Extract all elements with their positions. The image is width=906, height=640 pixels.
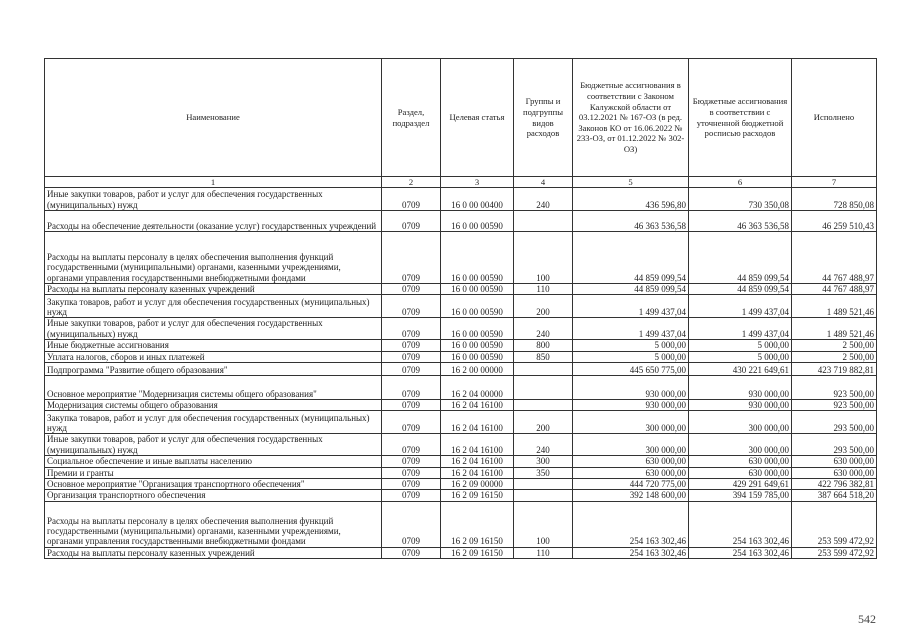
column-number: 3 — [441, 177, 514, 188]
row-article-cell: 16 2 09 16150 — [441, 501, 514, 547]
row-group-cell — [514, 490, 573, 501]
row-name-cell: Иные бюджетные ассигнования — [45, 340, 382, 351]
table-row — [45, 411, 877, 434]
row-section-cell: 0709 — [382, 400, 441, 411]
row-executed-amount-cell: 630 000,00 — [792, 467, 877, 478]
row-article-cell: 16 0 00 00400 — [441, 188, 514, 211]
row-group-cell: 240 — [514, 188, 573, 211]
row-group-cell — [514, 376, 573, 400]
row-law-amount-cell: 930 000,00 — [573, 400, 689, 411]
row-law-amount-cell: 44 859 099,54 — [573, 284, 689, 295]
table-row — [45, 232, 877, 284]
row-article-cell: 16 0 00 00590 — [441, 284, 514, 295]
row-revised-amount-cell: 254 163 302,46 — [689, 547, 792, 558]
row-article-cell: 16 2 09 16150 — [441, 547, 514, 558]
row-law-amount-cell: 630 000,00 — [573, 467, 689, 478]
table-row — [45, 434, 877, 456]
row-group-cell: 100 — [514, 232, 573, 284]
row-revised-amount-cell: 5 000,00 — [689, 351, 792, 362]
table-row — [45, 318, 877, 340]
row-name-cell: Иные закупки товаров, работ и услуг для обеспечения государственных (муниципальных) нужд — [45, 188, 382, 211]
header-groups: Группы и подгруппы видов расходов — [514, 59, 573, 177]
row-section-cell: 0709 — [382, 318, 441, 340]
row-executed-amount-cell: 1 489 521,46 — [792, 295, 877, 318]
row-group-cell — [514, 400, 573, 411]
row-revised-amount-cell: 630 000,00 — [689, 467, 792, 478]
row-section-cell: 0709 — [382, 211, 441, 232]
row-revised-amount-cell: 300 000,00 — [689, 434, 792, 456]
row-article-cell: 16 2 09 16150 — [441, 490, 514, 501]
row-name-cell: Расходы на выплаты персоналу в целях обеспечения выполнения функций государственными (муниципальными) органами, казенными учреждениями, органами управления государственными внебюджетными фондами — [45, 501, 382, 547]
row-law-amount-cell: 254 163 302,46 — [573, 547, 689, 558]
row-law-amount-cell: 930 000,00 — [573, 376, 689, 400]
table-row — [45, 363, 877, 376]
row-executed-amount-cell: 44 767 488,97 — [792, 284, 877, 295]
row-executed-amount-cell: 44 767 488,97 — [792, 232, 877, 284]
row-name-cell: Расходы на обеспечение деятельности (оказание услуг) государственных учреждений — [45, 211, 382, 232]
row-executed-amount-cell: 46 259 510,43 — [792, 211, 877, 232]
row-article-cell: 16 2 04 16100 — [441, 400, 514, 411]
row-article-cell: 16 2 09 00000 — [441, 479, 514, 490]
row-group-cell: 850 — [514, 351, 573, 362]
table-row — [45, 400, 877, 411]
row-name-cell: Уплата налогов, сборов и иных платежей — [45, 351, 382, 362]
row-revised-amount-cell: 5 000,00 — [689, 340, 792, 351]
table-row — [45, 501, 877, 547]
row-revised-amount-cell: 46 363 536,58 — [689, 211, 792, 232]
row-executed-amount-cell: 630 000,00 — [792, 456, 877, 467]
row-law-amount-cell: 5 000,00 — [573, 351, 689, 362]
row-revised-amount-cell: 730 350,08 — [689, 188, 792, 211]
row-group-cell: 110 — [514, 284, 573, 295]
row-name-cell: Иные закупки товаров, работ и услуг для обеспечения государственных (муниципальных) нужд — [45, 434, 382, 456]
table-row — [45, 376, 877, 400]
row-section-cell: 0709 — [382, 467, 441, 478]
row-law-amount-cell: 630 000,00 — [573, 456, 689, 467]
row-section-cell: 0709 — [382, 188, 441, 211]
row-revised-amount-cell: 429 291 649,61 — [689, 479, 792, 490]
row-section-cell: 0709 — [382, 434, 441, 456]
table-row — [45, 188, 877, 211]
row-law-amount-cell: 300 000,00 — [573, 434, 689, 456]
row-law-amount-cell: 46 363 536,58 — [573, 211, 689, 232]
row-name-cell: Закупка товаров, работ и услуг для обеспечения государственных (муниципальных) нужд — [45, 411, 382, 434]
row-executed-amount-cell: 422 796 382,81 — [792, 479, 877, 490]
row-section-cell: 0709 — [382, 363, 441, 376]
row-article-cell: 16 0 00 00590 — [441, 232, 514, 284]
header-budget-revised: Бюджетные ассигнования в соответствии с уточненной бюджетной росписью расходов — [689, 59, 792, 177]
row-name-cell: Социальное обеспечение и иные выплаты населению — [45, 456, 382, 467]
row-executed-amount-cell: 293 500,00 — [792, 434, 877, 456]
row-group-cell: 200 — [514, 295, 573, 318]
table-row — [45, 351, 877, 362]
table-row — [45, 547, 877, 558]
row-name-cell: Иные закупки товаров, работ и услуг для обеспечения государственных (муниципальных) нужд — [45, 318, 382, 340]
table-row — [45, 295, 877, 318]
budget-table — [44, 58, 877, 559]
row-article-cell: 16 2 04 16100 — [441, 467, 514, 478]
row-group-cell: 110 — [514, 547, 573, 558]
row-name-cell: Расходы на выплаты персоналу в целях обеспечения выполнения функций государственными (муниципальными) органами, казенными учреждениями, органами управления государственными внебюджетными фондами — [45, 232, 382, 284]
page-number: 542 — [858, 612, 876, 626]
row-executed-amount-cell: 423 719 882,81 — [792, 363, 877, 376]
row-section-cell: 0709 — [382, 547, 441, 558]
header-section: Раздел, подраздел — [382, 59, 441, 177]
row-law-amount-cell: 300 000,00 — [573, 411, 689, 434]
row-article-cell: 16 2 04 00000 — [441, 376, 514, 400]
row-law-amount-cell: 1 499 437,04 — [573, 295, 689, 318]
row-section-cell: 0709 — [382, 232, 441, 284]
row-law-amount-cell: 1 499 437,04 — [573, 318, 689, 340]
row-law-amount-cell: 5 000,00 — [573, 340, 689, 351]
row-name-cell: Подпрограмма "Развитие общего образования" — [45, 363, 382, 376]
row-executed-amount-cell: 253 599 472,92 — [792, 501, 877, 547]
row-group-cell: 800 — [514, 340, 573, 351]
header-name: Наименование — [45, 59, 382, 177]
row-article-cell: 16 0 00 00590 — [441, 318, 514, 340]
table-header-row — [45, 59, 877, 177]
row-law-amount-cell: 445 650 775,00 — [573, 363, 689, 376]
table-row — [45, 284, 877, 295]
row-name-cell: Расходы на выплаты персоналу казенных учреждений — [45, 284, 382, 295]
row-revised-amount-cell: 394 159 785,00 — [689, 490, 792, 501]
row-name-cell: Основное мероприятие "Организация транспортного обеспечения" — [45, 479, 382, 490]
row-group-cell: 200 — [514, 411, 573, 434]
table-row — [45, 340, 877, 351]
row-article-cell: 16 0 00 00590 — [441, 211, 514, 232]
row-article-cell: 16 2 04 16100 — [441, 456, 514, 467]
row-section-cell: 0709 — [382, 351, 441, 362]
row-article-cell: 16 0 00 00590 — [441, 351, 514, 362]
row-article-cell: 16 0 00 00590 — [441, 340, 514, 351]
header-article: Целевая статья — [441, 59, 514, 177]
row-law-amount-cell: 444 720 775,00 — [573, 479, 689, 490]
row-executed-amount-cell: 1 489 521,46 — [792, 318, 877, 340]
row-name-cell: Модернизация системы общего образования — [45, 400, 382, 411]
column-number: 2 — [382, 177, 441, 188]
row-executed-amount-cell: 253 599 472,92 — [792, 547, 877, 558]
row-article-cell: 16 2 04 16100 — [441, 411, 514, 434]
row-article-cell: 16 2 00 00000 — [441, 363, 514, 376]
column-number: 7 — [792, 177, 877, 188]
column-number: 6 — [689, 177, 792, 188]
row-executed-amount-cell: 293 500,00 — [792, 411, 877, 434]
row-group-cell — [514, 211, 573, 232]
table-row — [45, 456, 877, 467]
row-executed-amount-cell: 923 500,00 — [792, 376, 877, 400]
row-revised-amount-cell: 630 000,00 — [689, 456, 792, 467]
row-law-amount-cell: 254 163 302,46 — [573, 501, 689, 547]
table-body — [45, 188, 877, 559]
row-law-amount-cell: 392 148 600,00 — [573, 490, 689, 501]
row-executed-amount-cell: 728 850,08 — [792, 188, 877, 211]
row-revised-amount-cell: 1 499 437,04 — [689, 295, 792, 318]
row-article-cell: 16 2 04 16100 — [441, 434, 514, 456]
row-group-cell — [514, 479, 573, 490]
row-name-cell: Расходы на выплаты персоналу казенных учреждений — [45, 547, 382, 558]
column-number: 1 — [45, 177, 382, 188]
column-number: 4 — [514, 177, 573, 188]
row-revised-amount-cell: 430 221 649,61 — [689, 363, 792, 376]
row-section-cell: 0709 — [382, 456, 441, 467]
row-section-cell: 0709 — [382, 376, 441, 400]
table-row — [45, 479, 877, 490]
row-article-cell: 16 0 00 00590 — [441, 295, 514, 318]
row-section-cell: 0709 — [382, 284, 441, 295]
row-name-cell: Закупка товаров, работ и услуг для обеспечения государственных (муниципальных) нужд — [45, 295, 382, 318]
row-revised-amount-cell: 930 000,00 — [689, 400, 792, 411]
row-law-amount-cell: 44 859 099,54 — [573, 232, 689, 284]
row-executed-amount-cell: 387 664 518,20 — [792, 490, 877, 501]
row-section-cell: 0709 — [382, 490, 441, 501]
row-name-cell: Основное мероприятие "Модернизация системы общего образования" — [45, 376, 382, 400]
row-executed-amount-cell: 923 500,00 — [792, 400, 877, 411]
table-row — [45, 211, 877, 232]
row-group-cell: 240 — [514, 434, 573, 456]
row-revised-amount-cell: 300 000,00 — [689, 411, 792, 434]
row-revised-amount-cell: 44 859 099,54 — [689, 232, 792, 284]
row-group-cell — [514, 363, 573, 376]
row-group-cell: 100 — [514, 501, 573, 547]
row-revised-amount-cell: 254 163 302,46 — [689, 501, 792, 547]
row-group-cell: 350 — [514, 467, 573, 478]
row-revised-amount-cell: 930 000,00 — [689, 376, 792, 400]
header-executed: Исполнено — [792, 59, 877, 177]
row-group-cell: 240 — [514, 318, 573, 340]
row-section-cell: 0709 — [382, 501, 441, 547]
table-row — [45, 490, 877, 501]
column-number-row — [45, 177, 877, 188]
column-number: 5 — [573, 177, 689, 188]
row-section-cell: 0709 — [382, 479, 441, 490]
row-revised-amount-cell: 1 499 437,04 — [689, 318, 792, 340]
row-law-amount-cell: 436 596,80 — [573, 188, 689, 211]
row-name-cell: Организация транспортного обеспечения — [45, 490, 382, 501]
table-row — [45, 467, 877, 478]
row-executed-amount-cell: 2 500,00 — [792, 340, 877, 351]
row-name-cell: Премии и гранты — [45, 467, 382, 478]
row-executed-amount-cell: 2 500,00 — [792, 351, 877, 362]
row-section-cell: 0709 — [382, 411, 441, 434]
row-revised-amount-cell: 44 859 099,54 — [689, 284, 792, 295]
row-group-cell: 300 — [514, 456, 573, 467]
row-section-cell: 0709 — [382, 295, 441, 318]
row-section-cell: 0709 — [382, 340, 441, 351]
header-budget-law: Бюджетные ассигнования в соответствии с Законом Калужской области от 03.12.2021 № 167-ОЗ (в ред. Законов КО от 16.06.2022 № 233-ОЗ, от 01.12.2022 № 302-ОЗ) — [573, 59, 689, 177]
